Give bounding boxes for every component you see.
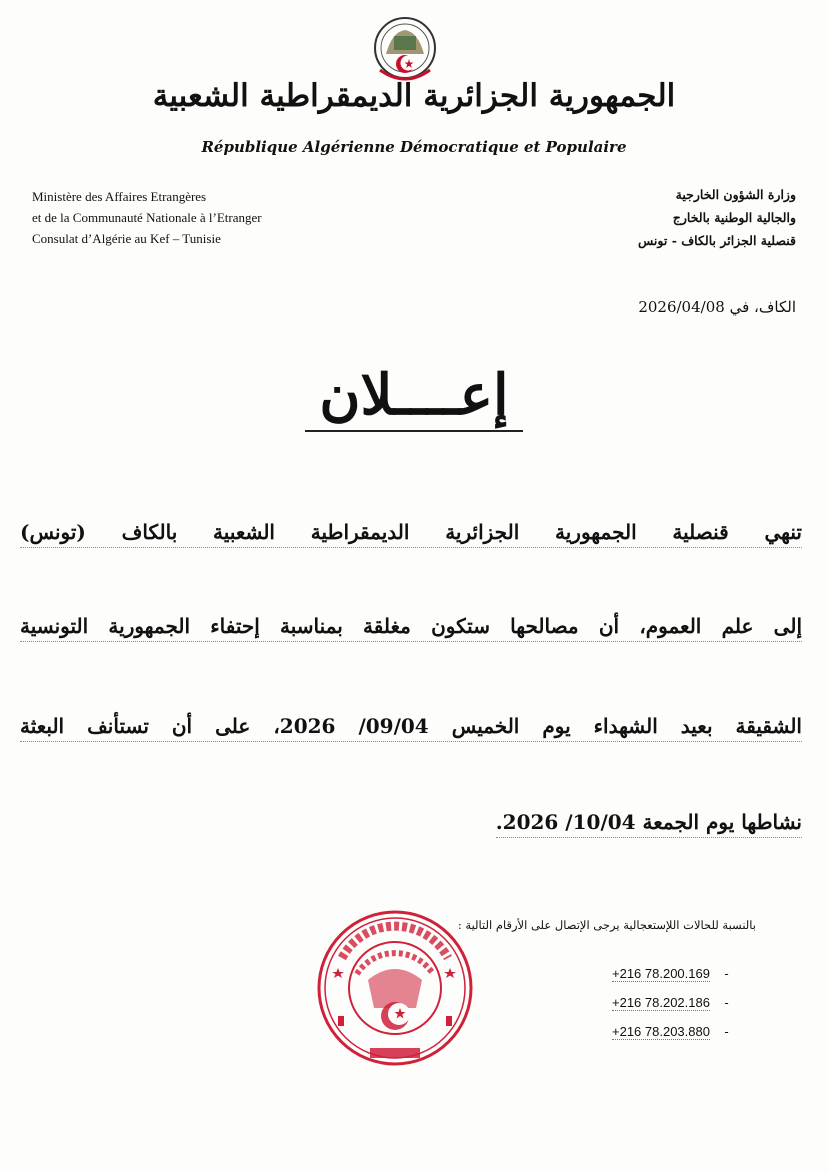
ministry-french-line: Consulat d’Algérie au Kef – Tunisie bbox=[32, 231, 221, 246]
list-dash: - bbox=[713, 1024, 729, 1039]
ministry-arabic-block bbox=[638, 183, 796, 252]
ministry-french-block bbox=[32, 186, 262, 249]
title-arabic: الجمهورية الجزائرية الديمقراطية الشعبية bbox=[152, 78, 676, 114]
ministry-french-line: et de la Communauté Nationale à l’Etranger bbox=[32, 210, 262, 225]
ministry-arabic-line: قنصلية الجزائر بالكاف - تونس bbox=[637, 233, 796, 248]
body-line: تنهي قنصلية الجمهورية الجزائرية الديمقراطية الشعبية بالكاف (تونس) bbox=[20, 520, 802, 548]
announcement-title bbox=[0, 362, 828, 432]
emergency-label: بالنسبة للحالات اللإستعجالية يرجى الإتصال على الأرقام التالية : bbox=[457, 918, 756, 932]
date-line: الكاف، في 2026/04/08 bbox=[638, 298, 796, 316]
phone-number: +216 78.202.186 bbox=[612, 995, 710, 1010]
phone-item bbox=[612, 1024, 729, 1039]
ministry-french-line: Ministère des Affaires Etrangères bbox=[32, 189, 207, 204]
body-line: إلى علم العموم، أن مصالحها ستكون مغلقة بمناسبة إحتفاء الجمهورية التونسية bbox=[20, 614, 802, 642]
national-emblem-icon bbox=[372, 14, 438, 88]
list-dash: - bbox=[713, 995, 729, 1010]
announcement-title-text: إعــــلان bbox=[305, 362, 522, 432]
phone-number: +216 78.203.880 bbox=[612, 1024, 710, 1039]
consulate-stamp-icon bbox=[312, 908, 478, 1068]
ministry-arabic-line: وزارة الشؤون الخارجية bbox=[675, 187, 796, 202]
phone-number: +216 78.200.169 bbox=[612, 966, 710, 981]
phone-item bbox=[612, 966, 729, 981]
ministry-arabic-line: والجالية الوطنية بالخارج bbox=[672, 210, 796, 225]
list-dash: - bbox=[713, 966, 729, 981]
body-line: نشاطها يوم الجمعة 10/04/ 2026. bbox=[496, 810, 802, 838]
title-french: République Algérienne Démocratique et Populaire bbox=[201, 138, 627, 156]
phone-item bbox=[612, 995, 729, 1010]
body-line: الشقيقة بعيد الشهداء يوم الخميس 09/04/ 2026، على أن تستأنف البعثة bbox=[20, 714, 802, 742]
